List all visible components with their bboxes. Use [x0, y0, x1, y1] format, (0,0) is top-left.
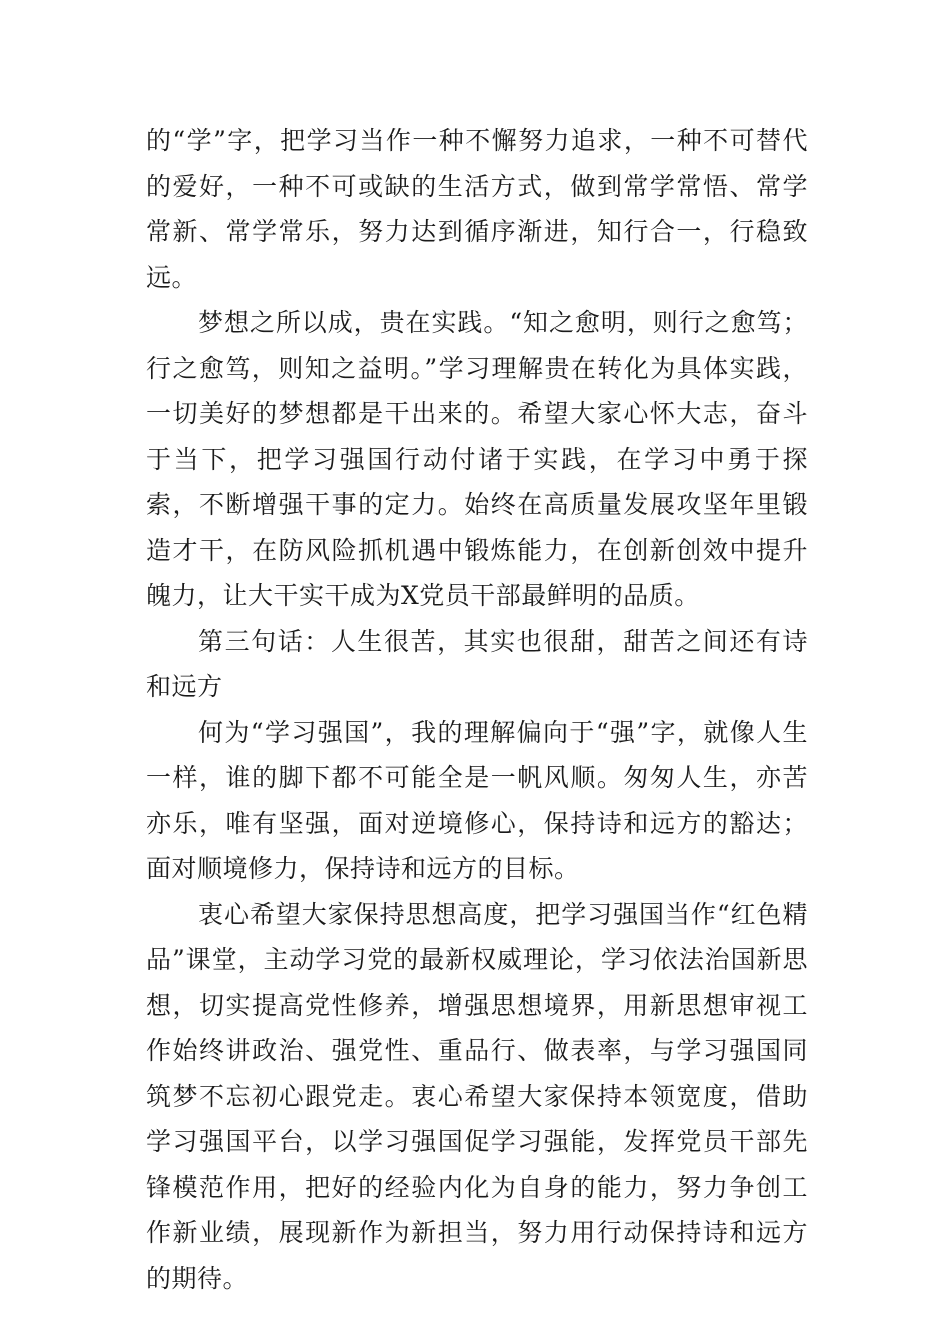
- paragraph-sincere-hope: 衷心希望大家保持思想高度，把学习强国当作“红色精品”课堂，主动学习党的最新权威理论，学习依法治国新思想，切实提高党性修养，增强思想境界，用新思想审视工作始终讲政治、强党性、重品行、做表率，与学习强国同筑梦不忘初心跟党走。衷心希望大家保持本领宽度，借助学习强国平台，以学习强国促学习强能，发挥党员干部先锋模范作用，把好的经验内化为自身的能力，努力争创工作新业绩，展现新作为新担当，努力用行动保持诗和远方的期待。: [146, 899, 808, 1293]
- paragraph-practice: 梦想之所以成，贵在实践。“知之愈明，则行之愈笃；行之愈笃，则知之益明。”学习理解贵在转化为具体实践，一切美好的梦想都是干出来的。希望大家心怀大志，奋斗于当下，把学习强国行动付诸于实践，在学习中勇于探索，不断增强干事的定力。始终在高质量发展攻坚年里锻造才干，在防风险抓机遇中锻炼能力，在创新创效中提升魄力，让大干实干成为X党员干部最鲜明的品质。: [146, 308, 808, 610]
- paragraph-continuation: 的“学”字，把学习当作一种不懈努力追求，一种不可替代的爱好，一种不可或缺的生活方式，做到常学常悟、常学常新、常学常乐，努力达到循序渐进，知行合一，行稳致远。: [146, 126, 808, 292]
- paragraph-learning-strong: 何为“学习强国”，我的理解偏向于“强”字，就像人生一样，谁的脚下都不可能全是一帆风顺。匆匆人生，亦苦亦乐，唯有坚强，面对逆境修心，保持诗和远方的豁达；面对顺境修力，保持诗和远方的目标。: [146, 717, 808, 883]
- section-heading-third-sentence: 第三句话：人生很苦，其实也很甜，甜苦之间还有诗和远方: [146, 626, 808, 701]
- document-body: [146, 118, 808, 1301]
